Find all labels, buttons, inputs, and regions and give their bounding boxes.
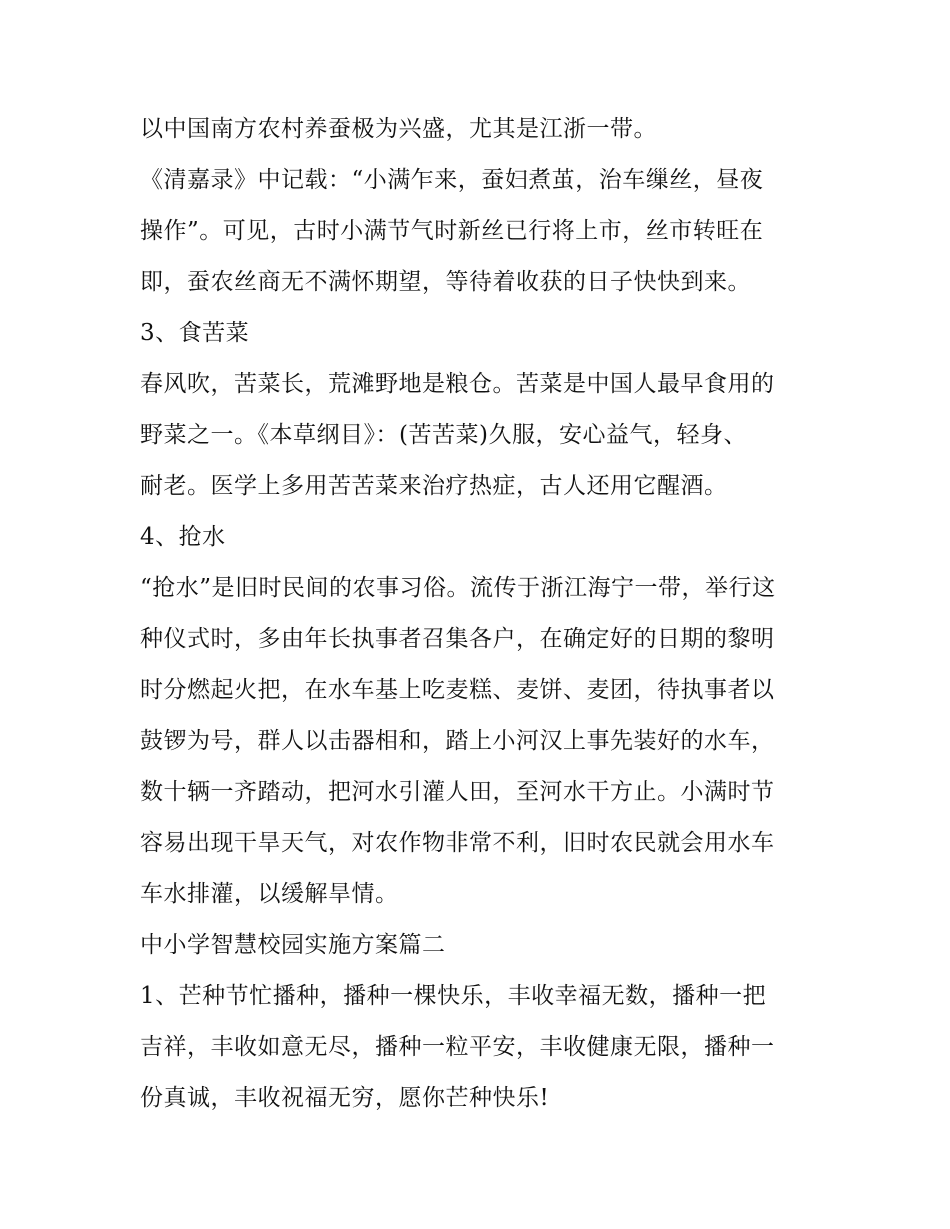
text-line: 数十辆一齐踏动，把河水引灌人田，至河水干方止。小满时节 (140, 779, 775, 805)
text-line: 野菜之一。《本草纲目》：(苦苦菜)久服，安心益气，轻身、 (140, 422, 747, 448)
text-line: 即，蚕农丝商无不满怀期望，等待着收获的日子快快到来。 (140, 269, 751, 295)
text-line: 容易出现干旱天气，对农作物非常不利，旧时农民就会用水车 (140, 830, 775, 856)
text-line: 份真诚，丰收祝福无穷，愿你芒种快乐! (140, 1085, 550, 1111)
text-line: 耐老。医学上多用苦苦菜来治疗热症，古人还用它醒酒。 (140, 473, 728, 499)
section-heading: 4、抢水 (140, 524, 226, 550)
text-line: 操作”。可见，古时小满节气时新丝已行将上市，丝市转旺在 (140, 218, 764, 244)
text-line: 鼓锣为号，群人以击器相和，踏上小河汉上事先装好的水车， (140, 728, 775, 754)
text-line: 时分燃起火把，在水车基上吃麦糕、麦饼、麦团，待执事者以 (140, 677, 775, 703)
text-line: 1、芒种节忙播种，播种一棵快乐，丰收幸福无数，播种一把 (140, 983, 767, 1009)
section-heading: 中小学智慧校园实施方案篇二 (140, 932, 446, 958)
text-line: 以中国南方农村养蚕极为兴盛，尤其是江浙一带。 (140, 116, 657, 142)
text-line: 车水排灌，以缓解旱情。 (140, 881, 399, 907)
text-line: 《清嘉录》中记载：“小满乍来，蚕妇煮茧，治车缫丝，昼夜 (140, 167, 764, 193)
text-line: 种仪式时，多由年长执事者召集各户，在确定好的日期的黎明 (140, 626, 775, 652)
text-line: 吉祥，丰收如意无尽，播种一粒平安，丰收健康无限，播种一 (140, 1034, 775, 1060)
text-line: 春风吹，苦菜长，荒滩野地是粮仓。苦菜是中国人最早食用的 (140, 371, 775, 397)
text-line: “抢水”是旧时民间的农事习俗。流传于浙江海宁一带，举行这 (140, 575, 776, 601)
section-heading: 3、食苦菜 (140, 320, 250, 346)
